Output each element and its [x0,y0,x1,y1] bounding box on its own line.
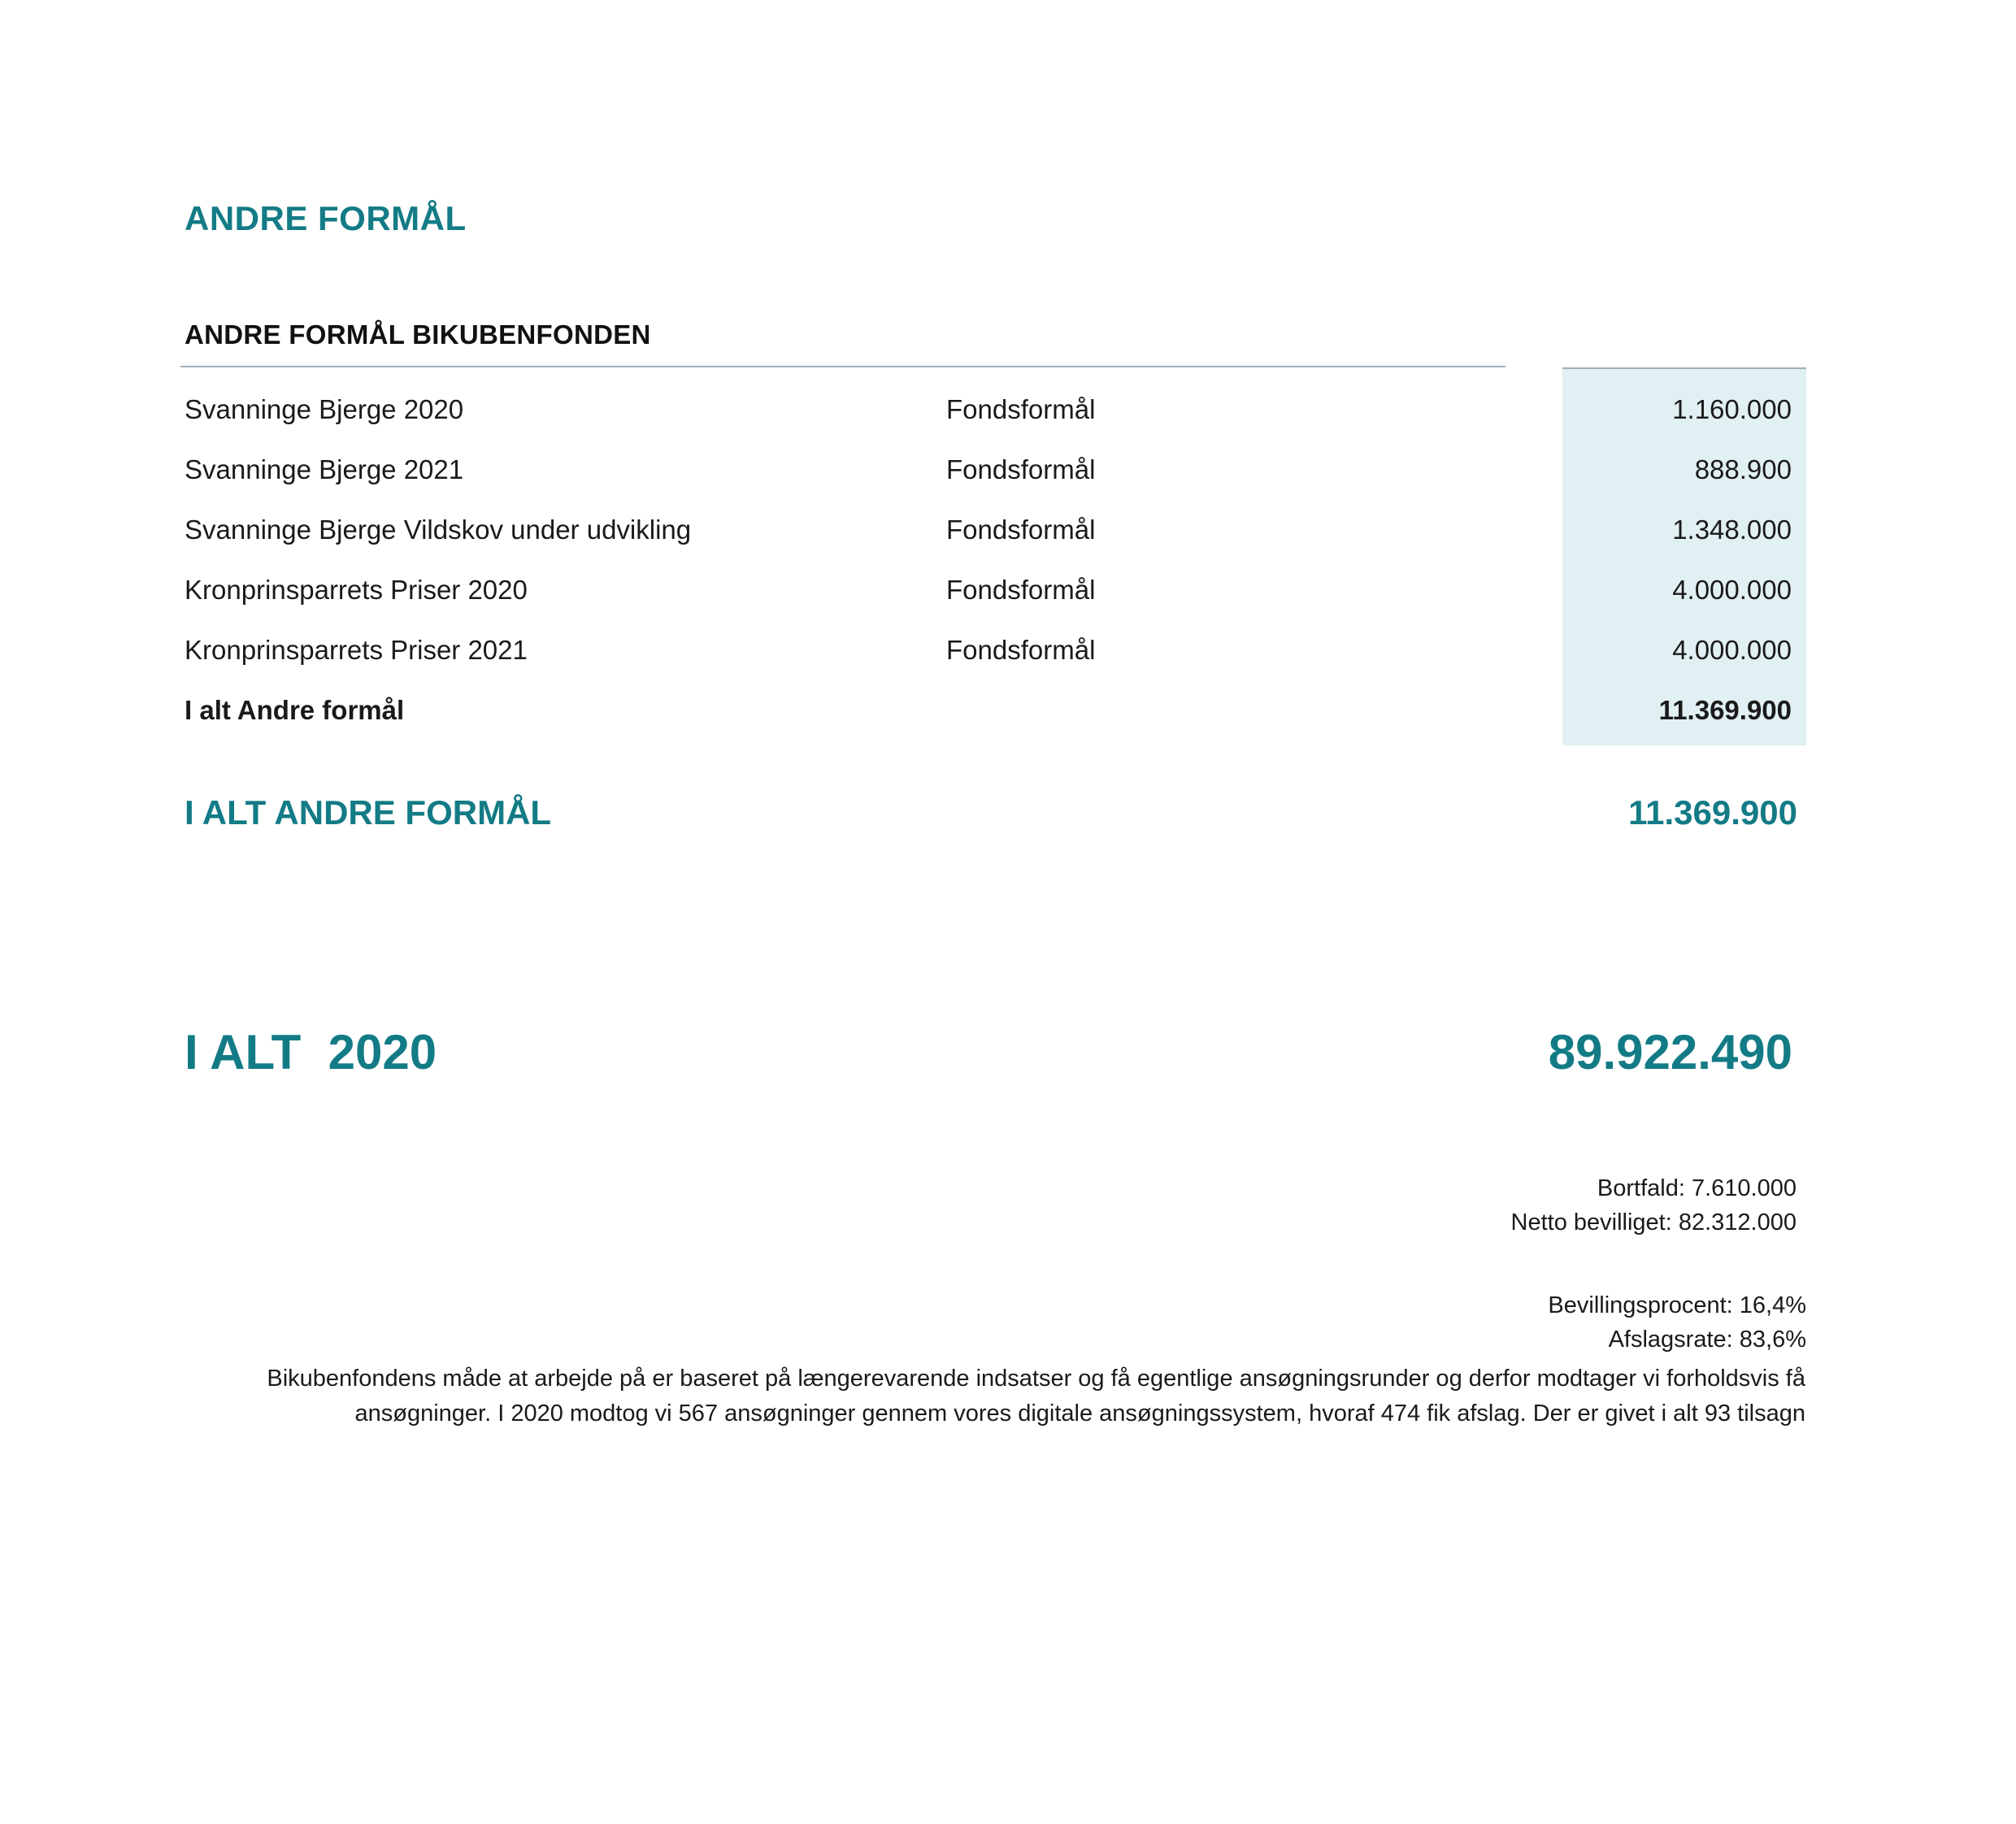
row-type: Fondsformål [946,575,1096,605]
subtotal-amount: 11.369.900 [1658,695,1792,725]
section-title: ANDRE FORMÅL [185,199,467,237]
row-amount: 4.000.000 [1672,575,1792,605]
row-name: Svanninge Bjerge Vildskov under udvikling [185,515,692,545]
row-amount: 1.348.000 [1672,515,1792,545]
row-name: Kronprinsparrets Priser 2021 [185,635,528,665]
row-type: Fondsformål [946,454,1096,484]
table-row [0,440,2016,500]
section-total-label: I ALT ANDRE FORMÅL [185,793,552,832]
stat-bortfald: Bortfald: 7.610.000 [1597,1175,1797,1201]
year-total [185,1020,1792,1085]
stat-netto-bevilliget: Netto bevilliget: 82.312.000 [1510,1209,1797,1236]
row-amount: 1.160.000 [1672,394,1792,424]
header-rule [180,366,1505,367]
table-row [0,560,2016,620]
explanatory-note: Bikubenfondens måde at arbejde på er baseret på længerevarende indsatser og få egentlige ansøgningsrunder og derfor modtager vi forholdsvis få ansøgninger. I 2020 modtog vi 567 ansøgninger gennem vores digitale ansøgningssystem, hvoraf 474 fik afslag. Der er givet i alt 93 tilsagn [267,1366,1805,1427]
subsection-title: ANDRE FORMÅL BIKUBENFONDEN [185,319,651,350]
table-row [0,380,2016,440]
year-total-amount: 89.922.490 [1548,1025,1792,1079]
stat-afslagsrate: Afslagsrate: 83,6% [1608,1327,1806,1353]
row-type: Fondsformål [946,515,1096,545]
row-amount: 4.000.000 [1672,635,1792,665]
row-name: Svanninge Bjerge 2021 [185,454,464,484]
row-type: Fondsformål [946,394,1096,424]
section-total-amount: 11.369.900 [1628,793,1797,832]
section-total [185,788,1797,837]
year-total-label: I ALT 2020 [185,1025,437,1079]
subtotal-row [0,680,2016,740]
stat-bevillingsprocent: Bevillingsprocent: 16,4% [1548,1292,1806,1318]
subtotal-label: I alt Andre formål [185,695,405,725]
row-type: Fondsformål [946,635,1096,665]
table-row [0,500,2016,560]
table-row [0,620,2016,680]
row-amount: 888.900 [1694,454,1792,484]
row-name: Svanninge Bjerge 2020 [185,394,464,424]
row-name: Kronprinsparrets Priser 2020 [185,575,528,605]
